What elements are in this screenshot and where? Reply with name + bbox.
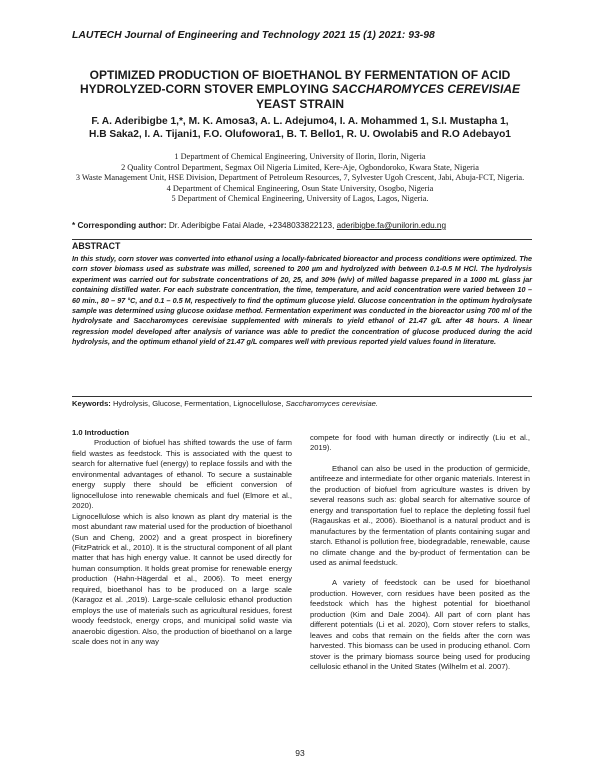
paragraph: compete for food with human directly or indirectly (Liu et al., 2019). — [310, 433, 530, 453]
corresponding-author — [72, 221, 542, 230]
body-column-left — [72, 428, 292, 648]
paragraph: Ethanol can also be used in the production of germicide, antifreeze and intermediate for other organic materials. Interest in the production of biofuel from agriculture wastes is driven by several reasons such as: global search for alternative source of energy and transportation fuel to replace the depleting fossil fuel (Ragauskas et al., 2006). Bioethanol is a natural product and is manufactures by the fermentation of plants containing sugar and starch. Ethanol is pollution free, biodegradable, renewable, cause no climate change and the by-product of fermentation can be used as animal feedstuck. — [310, 463, 530, 567]
abstract-heading: ABSTRACT — [72, 241, 121, 251]
title-end: YEAST STRAIN — [255, 96, 344, 111]
affiliation: 3 Waste Management Unit, HSE Division, Department of Petroleum Resources, 7, Sylvester Ugoh Crescent, Jabi, Abuja-FCT, Nigeria. — [75, 173, 525, 183]
title-species: SACCHAROMYCES CEREVISIAE — [332, 82, 521, 97]
affiliation: 2 Quality Control Department, Segmax Oil Nigeria Limited, Kere-Aje, Ogbondoroko, Kwara State, Nigeria — [121, 162, 479, 172]
paragraph: A variety of feedstock can be used for bioethanol production. However, corn residues have been posited as the feedstock which has the highest potential for bioethanol production (Kim and Dale 2004). All part of corn plant has different potentials (Li et al. 2020), Corn stover refers to stalks, leaves and cobs that remain on the fields after the corn was harvested. This biomass can be used in producing ethanol. Corn stover is the primary biomass source being used for producing cellulosic ethanol in the United States (Wilhelm et al. 2007). — [310, 578, 530, 672]
keywords-species: Saccharomyces cerevisiae. — [285, 399, 379, 408]
keywords-text: Hydrolysis, Glucose, Fermentation, Lignocellulose, — [112, 399, 284, 408]
author-list — [60, 115, 540, 141]
keywords — [72, 399, 532, 408]
title-main: OPTIMIZED PRODUCTION OF BIOETHANOL BY FERMENTATION OF ACID HYDROLYZED-CORN STOVER EMPLOYING — [79, 68, 511, 97]
affiliation: 4 Department of Chemical Engineering, Osun State University, Osogbo, Nigeria — [166, 183, 434, 193]
keywords-label: Keywords: — [72, 399, 111, 408]
paragraph: Lignocellulose which is also known as plant dry material is the most abundant raw material used for the production of bioethanol (Sun and Cheng, 2002) and a great prospect in biorefinery (FitzPatrick et al., 2010). It is the structural component of all plant matter that has high energy value. It cannot be used directly for human consumption. It holds great promise for renewable energy production (Hahn-Hägerdal et al., 2006). To meet energy required, bioethanol has to be produced on a large scale (Karagoz et al. ,2019). Large-scale cellulosic ethanol production employs the use of materials such as agricultural residues, forest woody feedstock, energy crops, and municipal solid waste via anaerobic digestion. Also, the production of bioethanol on a large scale does not in any way — [72, 511, 292, 647]
corresponding-text: Dr. Aderibigbe Fatai Alade, +2348033822123, — [168, 221, 335, 230]
corresponding-email-link[interactable]: aderibigbe.fa@unilorin.edu.ng — [336, 221, 447, 230]
journal-header: LAUTECH Journal of Engineering and Technology 2021 15 (1) 2021: 93-98 — [72, 30, 435, 41]
author-line: H.B Saka2, I. A. Tijani1, F.O. Olufowora1, B. T. Bello1, R. U. Owolabi5 and R.O Adebayo1 — [89, 129, 511, 140]
body-column-right — [310, 433, 530, 673]
paper-title — [60, 68, 540, 111]
abstract-top-rule — [72, 239, 532, 240]
page-number: 93 — [295, 748, 305, 758]
affiliation: 5 Department of Chemical Engineering, University of Lagos, Lagos, Nigeria. — [171, 194, 429, 204]
corresponding-label: * Corresponding author: — [72, 221, 167, 230]
abstract-text: In this study, corn stover was converted into ethanol using a locally-fabricated bioreactor and process conditions were optimized. The corn stover biomass used as substrate was milled, screened to 200 µm and hydrolyzed with between 0.1-0.5 M HCl. The hydrolysis experiment was carried out for substrate concentrations of 20, 25, and 30% (w/v) of milled bagasse prepared in a 1000 mL glass jar containing distilled water. For each substrate concentration, the time, temperature, and acid concentration were varied between 10 – 60 min., 80 – 97 °C, and 0.1 – 0.5 M, respectively to find the optimum glucose yield. Glucose concentration in the optimum hydrolysate sample was determined using glucose oxidase method. Fermentation experiment was conducted in the bioreactor using 700 ml of the hydrolysate and Saccharomyces cerevisiae supplemented with minerals to yield ethanol of 21.47 g/L after 48 hours. A linear regression model developed after analysis of variance was able to predict the concentration of glucose produced during the acid hydrolysis, and the optimum ethanol yield of 21.47 g/L compares well with previous reported yield values found in literature. — [72, 254, 532, 347]
section-heading: 1.0 Introduction — [72, 428, 129, 437]
author-line: F. A. Aderibigbe 1,*, M. K. Amosa3, A. L. Adejumo4, I. A. Mohammed 1, S.I. Mustapha 1, — [91, 116, 509, 127]
affiliation: 1 Department of Chemical Engineering, University of Ilorin, Ilorin, Nigeria — [174, 152, 426, 161]
paragraph: Production of biofuel has shifted towards the use of farm field wastes as feedstock. This is associated with the quest to search for alternative fuel (energy) to replace fossils and with the environmental advantages of ethanol. To secure a sustainable energy supply there should be efficient conversion of lignocellulose into renewable chemicals and fuel (Elmore et al., 2020). — [72, 438, 292, 511]
abstract-bottom-rule — [72, 396, 532, 397]
affiliation-list — [64, 152, 536, 205]
